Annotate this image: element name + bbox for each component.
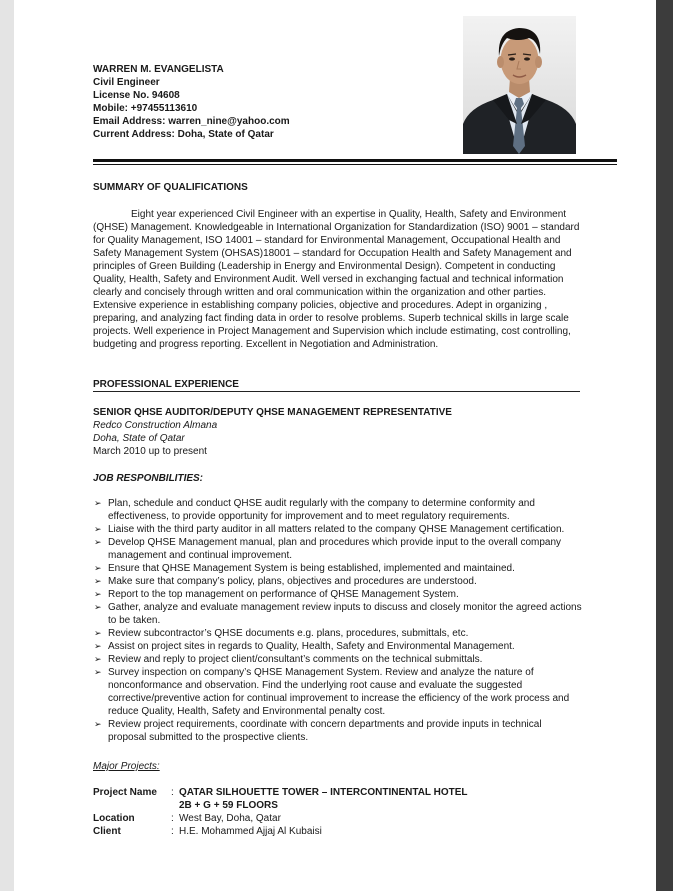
summary-heading: SUMMARY OF QUALIFICATIONS: [93, 182, 248, 193]
responsibility-item: [93, 575, 593, 588]
summary-line: Safety Management System (OHSAS)18001 – standard for Occupation Health and Safety Management and: [93, 248, 572, 259]
summary-paragraph: [93, 208, 587, 351]
colon: :: [171, 826, 174, 837]
employment-period: March 2010 up to present: [93, 446, 207, 457]
responsibility-text: Review and reply to project client/consultant’s comments on the technical submittals.: [108, 654, 483, 665]
responsibility-item: [93, 588, 593, 601]
responsibility-text: Ensure that QHSE Management System is being established, implemented and maintained.: [108, 563, 515, 574]
bullet-arrow-icon: ➢: [94, 563, 102, 573]
project-name-value: QATAR SILHOUETTE TOWER – INTERCONTINENTAL HOTEL: [179, 787, 468, 798]
responsibility-text: Develop QHSE Management manual, plan and procedures which provide input to the overall company: [108, 537, 562, 548]
responsibility-text: management and continual improvement.: [108, 550, 292, 561]
summary-line: for Quality Management, ISO 14001 – standard for Environmental Management, Occupational Health and: [93, 235, 561, 246]
job-position: SENIOR QHSE AUDITOR/DEPUTY QHSE MANAGEMENT REPRESENTATIVE: [93, 407, 452, 418]
bullet-arrow-icon: ➢: [94, 654, 102, 664]
responsibilities-heading: JOB RESPONBILITIES:: [93, 473, 204, 484]
responsibility-item: [93, 523, 593, 536]
responsibility-item: [93, 666, 593, 718]
responsibility-text: Survey inspection on company’s QHSE Management System. Review and analyze the nature of: [108, 667, 534, 678]
bullet-arrow-icon: ➢: [94, 576, 102, 586]
project-client-value: H.E. Mohammed Ajjaj Al Kubaisi: [179, 826, 322, 837]
summary-line: budgeting and progress reporting. Excellent in Negotiation and Administration.: [93, 339, 439, 350]
bullet-arrow-icon: ➢: [94, 628, 102, 638]
responsibility-text: corrective/preventive action for continual improvement to increase the efficiency of the work process and: [108, 693, 570, 704]
project-name-label: Project Name: [93, 787, 157, 798]
bullet-arrow-icon: ➢: [94, 537, 102, 547]
email-address: Email Address: warren_nine@yahoo.com: [93, 116, 290, 127]
responsibility-item: [93, 718, 593, 744]
header-divider-thin: [93, 164, 617, 165]
responsibility-text: Assist on project sites in regards to Quality, Health, Safety and Environmental Management.: [108, 641, 515, 652]
company-name: Redco Construction Almana: [93, 420, 218, 431]
summary-line: Quality, Health, Safety and Environment Audit. Well versed in exchanging factual and technical information: [93, 274, 564, 285]
responsibility-text: proposal submitted to the prospective clients.: [108, 732, 309, 743]
bullet-arrow-icon: ➢: [94, 641, 102, 651]
experience-divider: [93, 391, 580, 392]
portrait-image: [463, 16, 576, 154]
responsibility-item: [93, 601, 593, 627]
current-address: Current Address: Doha, State of Qatar: [93, 129, 274, 140]
resume-page: [14, 0, 656, 891]
bullet-arrow-icon: ➢: [94, 602, 102, 612]
responsibility-text: Review project requirements, coordinate with concern departments and provide inputs in technical: [108, 719, 542, 730]
summary-line: clearly and concisely through written and oral communication within the organization and other parties.: [93, 287, 547, 298]
responsibility-text: Make sure that company’s policy, plans, objectives and procedures are understood.: [108, 576, 477, 587]
colon: :: [171, 787, 174, 798]
summary-line: projects. Well experience in Project Management and Supervision which include estimating, cost controlling,: [93, 326, 571, 337]
major-projects-heading: Major Projects:: [93, 761, 160, 772]
bullet-arrow-icon: ➢: [94, 524, 102, 534]
license-number: License No. 94608: [93, 90, 180, 101]
summary-line: Eight year experienced Civil Engineer with an expertise in Quality, Health, Safety and Environment: [131, 209, 567, 220]
bullet-arrow-icon: ➢: [94, 589, 102, 599]
responsibility-text: reduce Quality, Health, Safety and Environmental penalty cost.: [108, 706, 386, 717]
project-floors-value: 2B + G + 59 FLOORS: [179, 800, 278, 811]
bullet-arrow-icon: ➢: [94, 667, 102, 677]
responsibility-text: Gather, analyze and evaluate management review inputs to discuss and closely monitor the agreed actions: [108, 602, 582, 613]
summary-line: preparing, and analyzing fact finding data in order to resolve problems. Superb technical skills in large scale: [93, 313, 569, 324]
summary-line: principles of Green Building (Leadership in Energy and Environmental Design). Competent in conducting: [93, 261, 556, 272]
page-edge-right: [656, 0, 673, 891]
mobile-number: Mobile: +97455113610: [93, 103, 198, 114]
responsibility-item: [93, 653, 593, 666]
colon: :: [171, 813, 174, 824]
responsibilities-list: [93, 497, 593, 744]
responsibility-item: [93, 640, 593, 653]
responsibility-text: Review subcontractor’s QHSE documents e.g. plans, procedures, submittals, etc.: [108, 628, 469, 639]
responsibility-text: Report to the top management on performance of QHSE Management System.: [108, 589, 459, 600]
applicant-name: WARREN M. EVANGELISTA: [93, 64, 224, 75]
page-edge-left: [0, 0, 14, 891]
project-client-label: Client: [93, 826, 121, 837]
experience-heading: PROFESSIONAL EXPERIENCE: [93, 379, 239, 390]
responsibility-item: [93, 497, 593, 523]
profile-photo: [463, 16, 576, 154]
company-location: Doha, State of Qatar: [93, 433, 185, 444]
bullet-arrow-icon: ➢: [94, 498, 102, 508]
header-divider-thick: [93, 159, 617, 162]
responsibility-item: [93, 536, 593, 562]
bullet-arrow-icon: ➢: [94, 719, 102, 729]
responsibility-text: Plan, schedule and conduct QHSE audit regularly with the company to determine conformity and: [108, 498, 535, 509]
responsibility-text: nonconformance and observation. Find the underlying root cause and evaluate the suggested: [108, 680, 523, 691]
responsibility-text: Liaise with the third party auditor in all matters related to the company QHSE Management certification.: [108, 524, 565, 535]
summary-line: Extensive experience in establishing company policies, objective and procedures. Adept in organizing ,: [93, 300, 548, 311]
summary-line: (QHSE) Management. Knowledgeable in International Organization for Standardization (ISO) 9001 – standard: [93, 222, 580, 233]
project-location-label: Location: [93, 813, 135, 824]
responsibility-text: to be taken.: [108, 615, 161, 626]
contact-block: [93, 63, 290, 141]
responsibility-text: effectiveness, to provide opportunity for improvement and to meet regulatory requirements.: [108, 511, 510, 522]
project-location-value: West Bay, Doha, Qatar: [179, 813, 281, 824]
responsibility-item: [93, 627, 593, 640]
responsibility-item: [93, 562, 593, 575]
applicant-title: Civil Engineer: [93, 77, 160, 88]
